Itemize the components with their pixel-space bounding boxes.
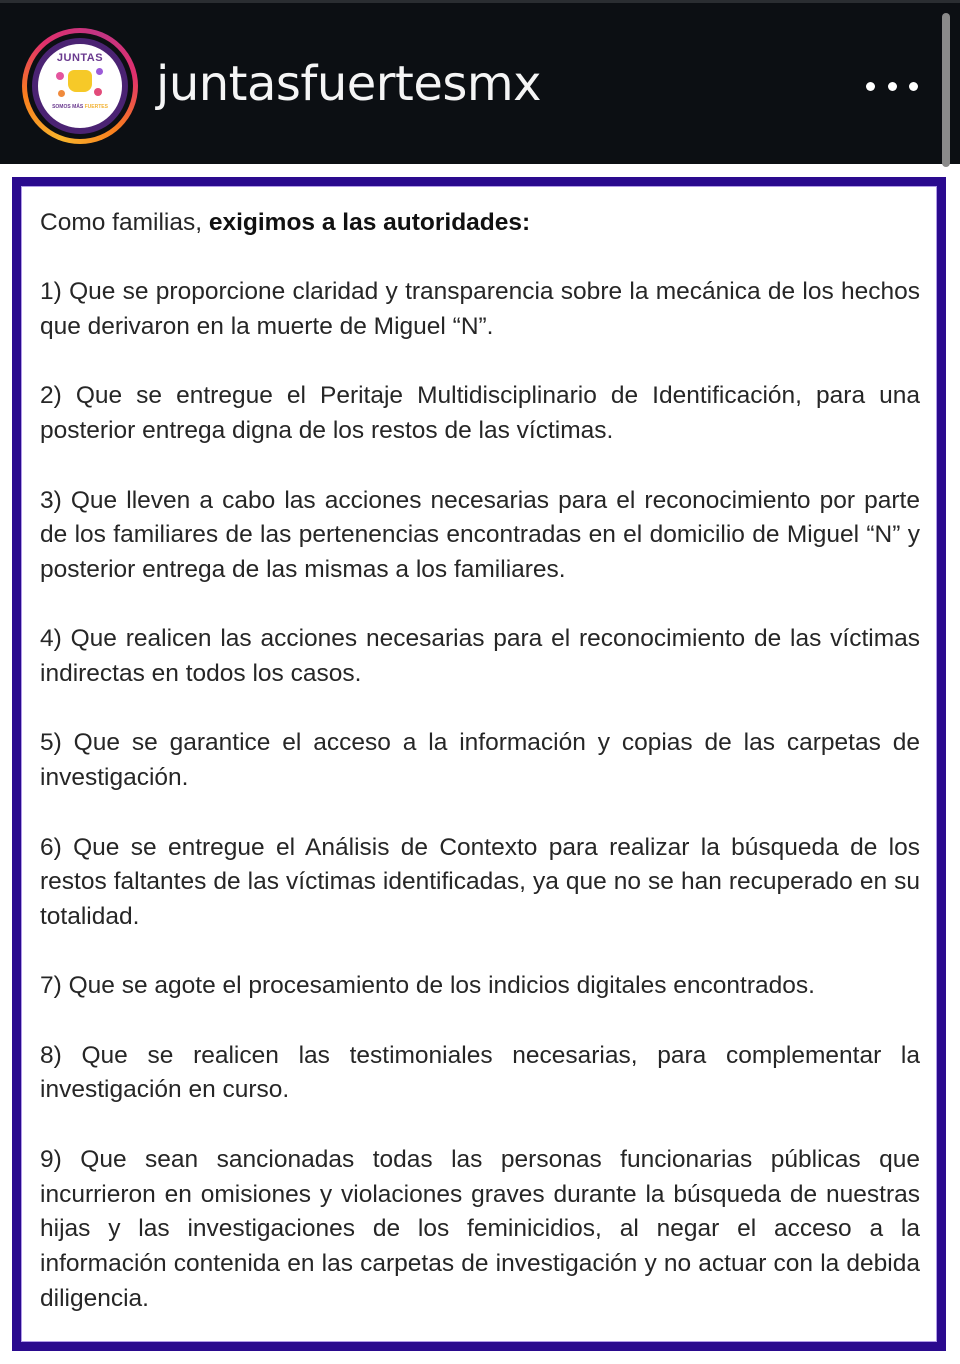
avatar-logo-tagline <box>38 104 122 110</box>
more-horizontal-icon <box>909 82 918 91</box>
demand-item-5: 5) Que se garantice el acceso a la información y copias de las carpetas de investigación. <box>40 729 920 792</box>
more-horizontal-icon <box>888 82 897 91</box>
demand-item-4: 4) Que realicen las acciones necesarias para el reconocimiento de las víctimas indirectas en todos los casos. <box>40 625 920 688</box>
demand-item-3: 3) Que lleven a cabo las acciones necesarias para el reconocimiento por parte de los familiares de las pertenencias encontradas en el domicilio de Miguel “N” y posterior entrega de las mismas a los familiares. <box>40 486 920 583</box>
demand-item-9: 9) Que sean sancionadas todas las personas funcionarias públicas que incurrieron en omisiones y violaciones graves durante la búsqueda de nuestras hijas y las investigaciones de los feminicidios, al negar el acceso a la información contenida en las carpetas de investigación y no actuar con la debida diligencia. <box>40 1145 920 1312</box>
more-horizontal-icon <box>866 82 875 91</box>
fist-icon <box>68 70 92 92</box>
avatar-logo-title: JUNTAS <box>56 52 104 64</box>
tagline-part: SOMOS MÁS <box>52 104 85 110</box>
splash-decoration-icon <box>96 68 103 75</box>
demand-item-7: 7) Que se agote el procesamiento de los indicios digitales encontrados. <box>40 972 815 1000</box>
tagline-highlight: FUERTES <box>84 104 108 110</box>
intro-bold-text: exigimos a las autoridades: <box>208 209 531 236</box>
profile-username[interactable]: juntasfuertesmx <box>156 56 542 112</box>
document-intro <box>40 206 920 241</box>
post-image-document <box>40 206 920 1351</box>
profile-avatar[interactable] <box>22 28 138 144</box>
demand-item-2: 2) Que se entregue el Peritaje Multidisciplinario de Identificación, para una posterior entrega digna de los restos de las víctimas. <box>40 382 920 445</box>
scrollbar[interactable] <box>942 13 950 167</box>
splash-decoration-icon <box>56 72 64 80</box>
more-options-button[interactable] <box>866 73 918 99</box>
intro-text: Como familias, <box>40 209 209 236</box>
splash-decoration-icon <box>58 90 65 97</box>
splash-decoration-icon <box>94 88 102 96</box>
demand-item-1: 1) Que se proporcione claridad y transparencia sobre la mecánica de los hechos que derivaron en la muerte de Miguel “N”. <box>40 278 920 341</box>
demand-item-6: 6) Que se entregue el Análisis de Contexto para realizar la búsqueda de los restos faltantes de las víctimas identificadas, ya que no se han recuperado en su totalidad. <box>40 833 920 930</box>
avatar-logo <box>32 38 128 134</box>
demand-item-8: 8) Que se realicen las testimoniales necesarias, para complementar la investigación en curso. <box>40 1041 920 1104</box>
post-header <box>0 0 960 164</box>
